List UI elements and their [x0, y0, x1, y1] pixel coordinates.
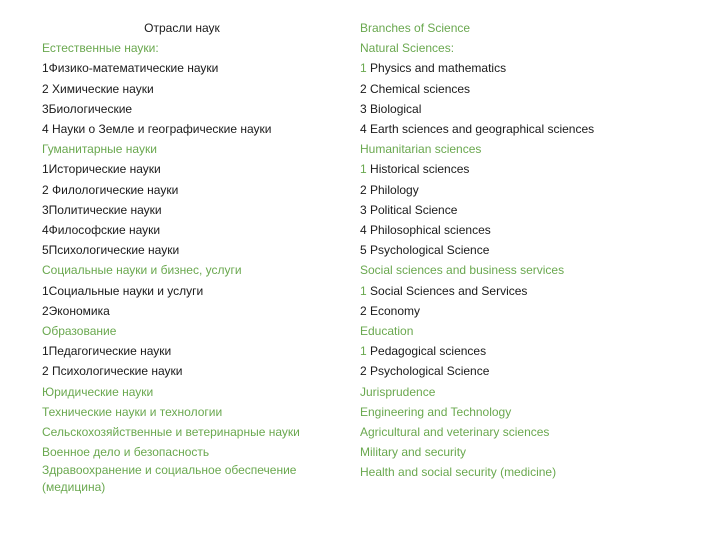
list-item [42, 220, 342, 240]
category-heading [42, 139, 342, 159]
category-heading [42, 382, 342, 402]
list-item [42, 79, 342, 99]
item-text: 4 Philosophical sciences [360, 223, 491, 238]
category-heading [42, 462, 342, 496]
russian-title: Отрасли наук [144, 21, 220, 35]
russian-list [42, 38, 342, 496]
category-heading [42, 260, 342, 280]
item-text: Agricultural and veterinary sciences [360, 425, 550, 440]
list-item [360, 119, 700, 139]
item-text: Военное дело и безопасность [42, 445, 210, 460]
list-item [360, 240, 700, 260]
item-text: Естественные науки: [42, 41, 159, 56]
list-item [360, 341, 700, 361]
list-item [360, 159, 700, 179]
category-heading [360, 462, 700, 482]
english-column [360, 18, 700, 483]
item-text: 2 Филологические науки [42, 182, 179, 197]
category-heading [360, 422, 700, 442]
item-text: 2 Психологические науки [42, 364, 183, 379]
item-number: 1 [360, 283, 367, 298]
list-item [360, 99, 700, 119]
item-text: Social Sciences and Services [366, 283, 528, 298]
item-text: 5 Psychological Science [360, 243, 490, 258]
item-text: Jurisprudence [360, 384, 436, 399]
category-heading [42, 38, 342, 58]
item-text: Юридические науки [42, 384, 154, 399]
list-item [360, 200, 700, 220]
list-item [360, 58, 700, 78]
list-item [42, 99, 342, 119]
item-text: Социальные науки и бизнес, услуги [42, 263, 242, 278]
item-text: 2 Chemical sciences [360, 81, 471, 96]
item-text: Engineering and Technology [360, 404, 512, 419]
list-item [42, 301, 342, 321]
russian-column [42, 18, 342, 496]
english-title: Branches of Science [360, 21, 471, 35]
item-text: Технические науки и технологии [42, 404, 223, 419]
list-item [360, 281, 700, 301]
item-text: Гуманитарные науки [42, 142, 157, 157]
item-text: 1Педагогические науки [42, 344, 172, 359]
category-heading [42, 422, 342, 442]
item-text: Social sciences and business services [360, 263, 565, 278]
item-text: 2 Philology [360, 182, 419, 197]
item-number: 1 [360, 344, 367, 359]
item-text: 3Политические науки [42, 202, 162, 217]
list-item [42, 119, 342, 139]
item-text: 2 Химические науки [42, 81, 154, 96]
item-text: Здравоохранение и социальное обеспечение (медицина) [42, 463, 297, 495]
list-item [42, 159, 342, 179]
item-text: 4 Науки о Земле и географические науки [42, 122, 272, 137]
item-text: 2 Psychological Science [360, 364, 490, 379]
list-item [42, 240, 342, 260]
item-text: 2Экономика [42, 303, 110, 318]
list-item [42, 361, 342, 381]
list-item [42, 180, 342, 200]
item-text: 4Философские науки [42, 223, 161, 238]
category-heading [42, 402, 342, 422]
item-text: Сельскохозяйственные и ветеринарные науки [42, 425, 300, 440]
category-heading [360, 321, 700, 341]
category-heading [360, 260, 700, 280]
list-item [360, 79, 700, 99]
item-text: 5Психологические науки [42, 243, 180, 258]
item-text: Military and security [360, 445, 467, 460]
item-text: 3 Biological [360, 101, 422, 116]
item-text: Historical sciences [366, 162, 470, 177]
category-heading [360, 139, 700, 159]
item-text: Pedagogical sciences [366, 344, 487, 359]
list-item [360, 180, 700, 200]
item-text: 1Исторические науки [42, 162, 161, 177]
item-text: 3 Political Science [360, 202, 458, 217]
item-text: Physics and mathematics [366, 61, 507, 76]
category-heading [42, 442, 342, 462]
item-number: 1 [360, 61, 367, 76]
item-text: 1Физико-математические науки [42, 61, 219, 76]
list-item [42, 281, 342, 301]
category-heading [42, 321, 342, 341]
item-text: 4 Earth sciences and geographical sciences [360, 122, 595, 137]
item-number: 1 [360, 162, 367, 177]
english-list [360, 38, 700, 482]
list-item [360, 301, 700, 321]
list-item [360, 361, 700, 381]
category-heading [360, 382, 700, 402]
item-text: Natural Sciences: [360, 41, 455, 56]
item-text: Образование [42, 324, 117, 339]
list-item [360, 220, 700, 240]
list-item [42, 341, 342, 361]
item-text: 1Социальные науки и услуги [42, 283, 204, 298]
category-heading [360, 38, 700, 58]
item-text: Education [360, 324, 414, 339]
item-text: 3Биологические [42, 101, 133, 116]
category-heading [360, 442, 700, 462]
list-item [42, 58, 342, 78]
item-text: Health and social security (medicine) [360, 465, 557, 480]
category-heading [360, 402, 700, 422]
item-text: Humanitarian sciences [360, 142, 482, 157]
item-text: 2 Economy [360, 303, 421, 318]
list-item [42, 200, 342, 220]
